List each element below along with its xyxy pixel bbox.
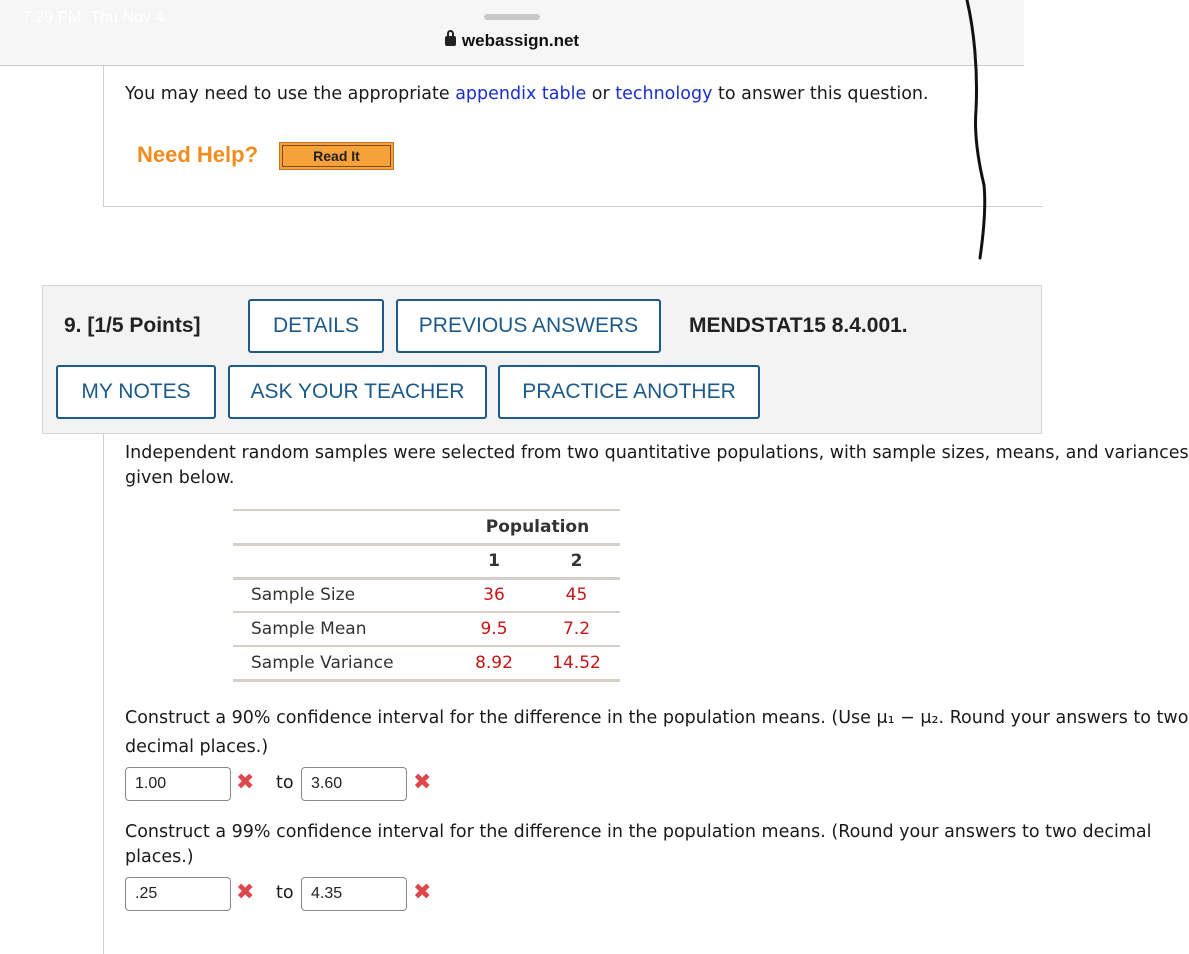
sample-mean-1: 9.5 bbox=[480, 619, 508, 639]
technology-link[interactable]: technology bbox=[615, 84, 713, 104]
sample-variance-1: 8.92 bbox=[475, 652, 513, 673]
ask-your-teacher-button[interactable]: ASK YOUR TEACHER bbox=[228, 365, 487, 419]
sample-data-table bbox=[233, 509, 620, 682]
part-a-lower-input[interactable]: 1.00 bbox=[125, 767, 231, 801]
part-a-upper-input[interactable]: 3.60 bbox=[301, 767, 407, 801]
read-it-button[interactable]: Read It bbox=[279, 142, 394, 170]
lock-icon bbox=[445, 36, 456, 46]
practice-another-button[interactable]: PRACTICE ANOTHER bbox=[498, 365, 760, 419]
part-b-prompt-line-1: Construct a 99% confidence interval for the difference in the population means. (Round your answers to two decimal bbox=[125, 822, 1152, 842]
population-header: Population bbox=[485, 516, 590, 537]
part-a-prompt-line-2: decimal places.) bbox=[125, 737, 269, 757]
window-grabber[interactable] bbox=[484, 14, 540, 20]
population-1-header: 1 bbox=[488, 551, 500, 571]
table-row bbox=[233, 612, 620, 646]
sample-mean-2: 7.2 bbox=[562, 619, 591, 639]
question-code: MENDSTAT15 8.4.001. bbox=[689, 314, 908, 337]
part-b-lower-input[interactable]: .25 bbox=[125, 877, 231, 911]
to-label: to bbox=[276, 883, 294, 903]
browser-top-bar bbox=[0, 0, 1024, 66]
part-b-upper-input[interactable]: 4.35 bbox=[301, 877, 407, 911]
status-time: 7:39 PM Thu Nov 4 bbox=[22, 9, 165, 26]
to-label: to bbox=[276, 773, 294, 793]
url-text: webassign.net bbox=[461, 31, 580, 50]
pen-annotation bbox=[940, 0, 1024, 270]
previous-answers-button[interactable]: PREVIOUS ANSWERS bbox=[396, 299, 661, 353]
row-label: Sample Mean bbox=[251, 619, 367, 639]
incorrect-x-icon: ✖ bbox=[413, 770, 432, 795]
incorrect-x-icon: ✖ bbox=[413, 880, 432, 905]
part-b-prompt-line-2: places.) bbox=[125, 847, 194, 867]
incorrect-x-icon: ✖ bbox=[236, 770, 255, 795]
sample-size-1: 36 bbox=[483, 585, 505, 606]
population-2-header: 2 bbox=[570, 551, 583, 571]
table-row bbox=[233, 646, 620, 680]
part-a-prompt-line-1: Construct a 90% confidence interval for the difference in the population means. (Use μ₁ − μ₂. Round your answers to two bbox=[125, 708, 1189, 728]
question-intro-line-2: given below. bbox=[125, 468, 235, 488]
sample-variance-2: 14.52 bbox=[552, 652, 601, 673]
address-bar[interactable] bbox=[0, 31, 1024, 51]
question-number-points: 9. [1/5 Points] bbox=[64, 314, 201, 337]
need-help-label: Need Help? bbox=[137, 142, 259, 167]
row-label: Sample Variance bbox=[251, 652, 394, 673]
row-label: Sample Size bbox=[251, 585, 356, 606]
appendix-table-link[interactable]: appendix table bbox=[455, 84, 587, 104]
table-row bbox=[233, 578, 620, 612]
details-button[interactable]: DETAILS bbox=[248, 299, 384, 353]
question-intro-line-1: Independent random samples were selected from two quantitative populations, with sample sizes, means, and variances bbox=[125, 443, 1189, 463]
incorrect-x-icon: ✖ bbox=[236, 880, 255, 905]
sample-size-2: 45 bbox=[565, 585, 588, 606]
my-notes-button[interactable]: MY NOTES bbox=[56, 365, 216, 419]
technology-instruction: You may need to use the appropriate appendix table or technology to answer this question. bbox=[125, 84, 929, 104]
